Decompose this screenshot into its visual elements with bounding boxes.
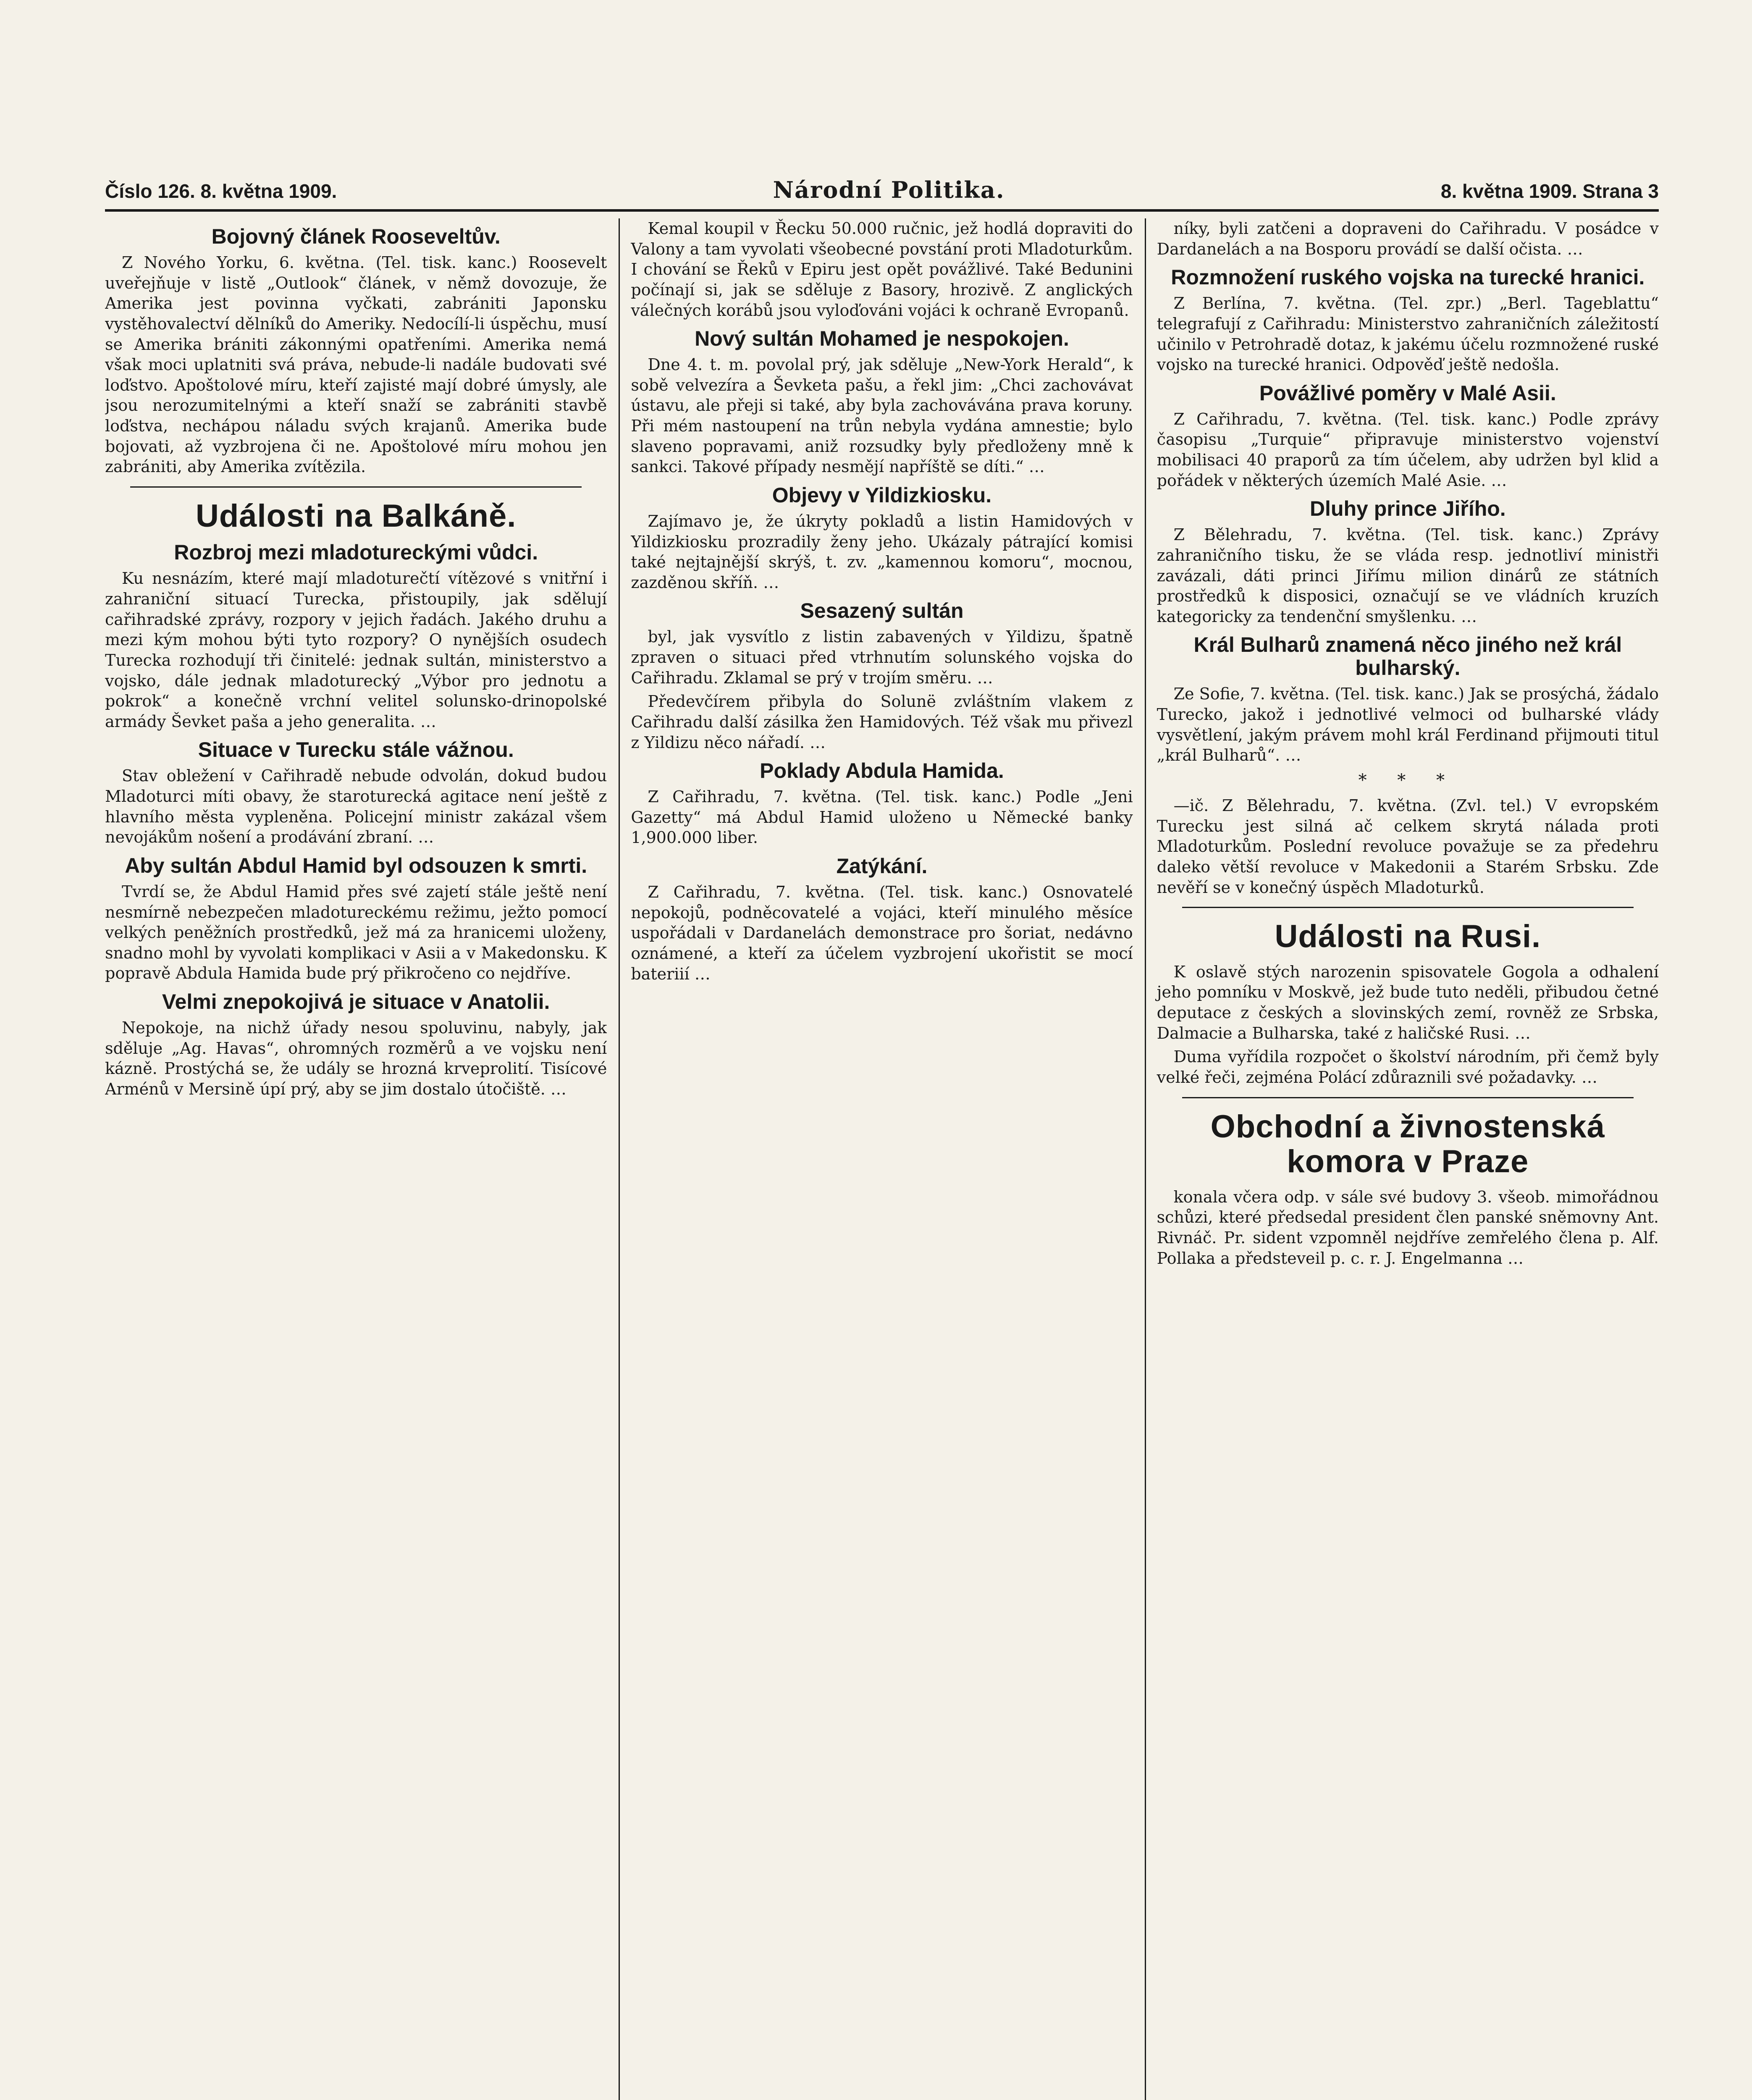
article-sesazeny: byl, jak vysvítlo z listin zabavených v Yildizu, špatně zpraven o situaci před vtrhnutím solunského vojska do Cařihradu. Zklamal se prý v trojím směru. …	[631, 627, 1133, 687]
masthead	[105, 176, 1659, 212]
article-kemal: Kemal koupil v Řecku 50.000 ručnic, jež hodlá dopraviti do Valony a tam vyvolati všeobecné povstání proti Mladoturkům. I chování se Řeků v Epiru jest opět povážlivé. Také Bedunini počínají si, jak se sděluje z Basory, hrozivě. Z anglických válečných korábů jsou vyloďováni vojáci k ochraně Evropanů.	[631, 219, 1133, 320]
heading-sultan: Aby sultán Abdul Hamid byl odsouzen k smrti.	[125, 853, 587, 877]
newspaper-title: Národní Politika.	[773, 176, 1005, 203]
article-dluhy: Z Bělehradu, 7. května. (Tel. tisk. kanc.) Zprávy zahraničního tisku, že se vláda resp. jednotliví ministři zavázali, dáti princi Jiřímu milion dinárů ze státních prostředků k disposici, označují se ve vládních kruzích kategoricky za tendenční smyšlenku. …	[1157, 525, 1659, 626]
article-sultan: Tvrdí se, že Abdul Hamid přes své zajetí stále ještě není nesmírně nebezpečen mladotureckému režimu, ježto pomocí velkých peněžních prostředků, jež má za hranicemi uloženy, snadno mohl by vyvolati komplikaci v Asii a v Makedonsku. K popravě Abdula Hamida bude prý přikročeno co nejdříve.	[105, 882, 607, 983]
column-2	[619, 218, 1133, 2100]
article-zatykani: Z Cařihradu, 7. května. (Tel. tisk. kanc.) Osnovatelé nepokojů, podněcovatelé a vojáci, kteří minulého měsíce uspořádali v Dardanelách demonstrace pro šoriat, nedávno oznámené, a kteří za účelem vyzbrojení ukořistit se mocí bateriií …	[631, 883, 1133, 983]
article-situace: Stav obležení v Cařihradě nebude odvolán, dokud budou Mladoturci míti obavy, že staroturecká agitace není ještě z hlavního města vypleněna. Policejní ministr zakázal všem nevojákům nošení a prodávání zbraní. …	[105, 766, 607, 847]
article-objevy: Zajímavo je, že úkryty pokladů a listin Hamidových v Yildizkiosku prozradily ženy jeho. Ukázaly pátrající komisi také nejtajnější skrýš, t. zv. „kamennou komoru“, mocnou, zazděnou skříň. …	[631, 512, 1133, 592]
heading-sesazeny: Sesazený sultán	[800, 599, 964, 623]
article-pomery: Z Cařihradu, 7. května. (Tel. tisk. kanc.) Podle zprávy časopisu „Turquie“ připravuje ministerstvo vojenství mobilisaci 40 praporů za tím účelem, aby udržen byl klid a pořádek v některých územích Malé Asie. …	[1157, 410, 1659, 490]
column-1	[105, 218, 607, 2100]
heading-novy-sultan: Nový sultán Mohamed je nespokojen.	[695, 327, 1069, 351]
section-rule	[130, 486, 582, 488]
section-heading-balkan: Události na Balkáně.	[195, 498, 517, 534]
columns	[105, 218, 1659, 2100]
section-heading-komora: Obchodní a živnostenská komora v Praze	[1210, 1108, 1605, 1180]
heading-objevy: Objevy v Yildizkiosku.	[772, 483, 992, 507]
issue-number: Číslo 126. 8. května 1909.	[105, 180, 337, 202]
page-number: 8. května 1909. Strana 3	[1440, 180, 1659, 202]
article-rusi: K oslavě stých narozenin spisovatele Gogola a odhalení jeho pomníku v Moskvě, jež bude tuto neděli, přibudou četné deputace z českých a slovinských zemí, rovněž ze Srbska, Dalmacie a Bulharska, také z haličské Rusi. …	[1157, 962, 1659, 1042]
article-novy-sultan: Dne 4. t. m. povolal prý, jak sděluje „New-York Herald“, k sobě velvezíra a Ševketa pašu, a řekl jim: „Chci zachovávat ústavu, ale přeji si také, aby byla zachovávána prava koruny. Při mém nastoupení na trůn nebyla vydána amnestie; bylo slaveno popravami, aniž rozsudky byly předloženy mně k sankci. Takové případy nesmějí napříště se díti.“ …	[631, 355, 1133, 476]
article-poklady: Z Cařihradu, 7. května. (Tel. tisk. kanc.) Podle „Jeni Gazetty“ má Abdul Hamid uloženo u Německé banky 1,900.000 liber.	[631, 788, 1133, 847]
article-kral: Ze Sofie, 7. května. (Tel. tisk. kanc.) Jak se prosýchá, žádalo Turecko, jakož i jednotlivé velmoci od bulharské vlády vysvětlení, jakým právem mohl král Ferdinand přijmouti titul „král Bulharů“. …	[1157, 685, 1659, 765]
article-roosevelt: Z Nového Yorku, 6. května. (Tel. tisk. kanc.) Roosevelt uveřejňuje v listě „Outlook“ článek, v němž dovozuje, že Amerika jest povinna vyčkati, zabrániti Japonsku vystěhovalectví dělníků do Ameriky. Nedocílí-li úspěchu, musí se Amerika brániti zákonnými opatřeními. Amerika nemá však moci uplatniti svá práva, nebude-li nadále budovati své loďstvo. Apoštolové míru, kteří zajisté mají dobré úmysly, ale jsou nerozumitelnými a kteří snaží se zabrániti stavbě loďstva, nechápou náladu svých krajanů. Amerika bude bojovati, až vyzbrojena či ne. Apoštolové míru mohou jen zabrániti, aby Amerika zvítězila.	[105, 253, 607, 476]
article-belehrad: —ič. Z Bělehradu, 7. května. (Zvl. tel.) V evropském Turecku jest silná ač celkem skrytá nálada proti Mladoturkům. Poslední revoluce považuje se za předehru daleko větší revoluce v Makedonii a Starém Srbsku. Zde nevěří se v konečný úspěch Mladoturků.	[1157, 796, 1659, 897]
section-heading-rusi: Události na Rusi.	[1275, 919, 1541, 955]
heading-rozmnozeni: Rozmnožení ruského vojska na turecké hranici.	[1171, 265, 1645, 289]
heading-anatolie: Velmi znepokojivá je situace v Anatolii.	[162, 990, 550, 1014]
article-zeny: Předevčírem přibyla do Solunë zvláštním vlakem z Cařihradu další zásilka žen Hamidových. Též však mu přivezl z Yildizu něco nářadí. …	[631, 692, 1133, 752]
heading-rozbroj: Rozbroj mezi mladotureckými vůdci.	[174, 541, 538, 564]
article-rozmnozeni: Z Berlína, 7. května. (Tel. zpr.) „Berl. Tageblattu“ telegrafují z Cařihradu: Ministerstvo zahraničních záležitostí učinilo v Petrohradě dotaz, k jakému účelu rozmnožené ruské vojsko na turecké hranici. Odpověď ještě nedošla.	[1157, 294, 1659, 374]
separator-stars: * * *	[1358, 770, 1458, 790]
article-duma: Duma vyřídila rozpočet o školství národním, při čemž byly velké řeči, zejména Polácí zdůraznili své požadavky. …	[1157, 1047, 1659, 1087]
heading-situace: Situace v Turecku stále vážnou.	[198, 738, 514, 762]
heading-dluhy: Dluhy prince Jiřího.	[1309, 497, 1506, 521]
article-anatolie: Nepokoje, na nichž úřady nesou spoluvinu, nabyly, jak sděluje „Ag. Havas“, ohromných rozměrů a ve vojsku není kázně. Prostýchá se, že udály se hrozná krveprolití. Tisícové Arménů v Mersině úpí prý, aby se jim dostalo útočiště. …	[105, 1018, 607, 1098]
heading-zatykani: Zatýkání.	[836, 854, 928, 878]
heading-kral: Král Bulharů znamená něco jiného než král bulharský.	[1193, 633, 1622, 680]
heading-roosevelt: Bojovný článek Rooseveltův.	[211, 225, 501, 248]
column-3	[1145, 218, 1659, 2100]
article-komora: konala včera odp. v sále své budovy 3. všeob. mimořádnou schůzi, které předsedal president člen panské sněmovny Ant. Rivnáč. Pr. sident vzpomněl nejdříve zemřelého člena p. Alf. Pollaka a předsteveil p. c. r. J. Engelmanna …	[1157, 1187, 1659, 1268]
section-rule	[1182, 907, 1634, 908]
article-rozbroj: Ku nesnázím, které mají mladoturečtí vítězové s vnitřní i zahraniční situací Turecka, přistoupily, jak sdělují cařihradské zprávy, rozpory v jejich řadách. Jakého druhu a mezi kým mohou býti tyto rozpory? O nynějších osudech Turecka rozhodují tři činitelé: jednak sultán, ministerstvo a vojsko, dále jednak mladoturecký „Výbor pro jednotu a pokrok“ a konečně vrchní velitel solunsko-drinopolské armády Ševket paša a jeho generalita. …	[105, 569, 607, 731]
section-rule	[1182, 1097, 1634, 1098]
newspaper-page	[105, 176, 1659, 2100]
article-dardanely: níky, byli zatčeni a dopraveni do Cařihradu. V posádce v Dardanelách a na Bosporu provádí se další očista. …	[1157, 219, 1659, 258]
heading-poklady: Poklady Abdula Hamida.	[760, 759, 1004, 783]
heading-pomery: Povážlivé poměry v Malé Asii.	[1259, 381, 1556, 405]
